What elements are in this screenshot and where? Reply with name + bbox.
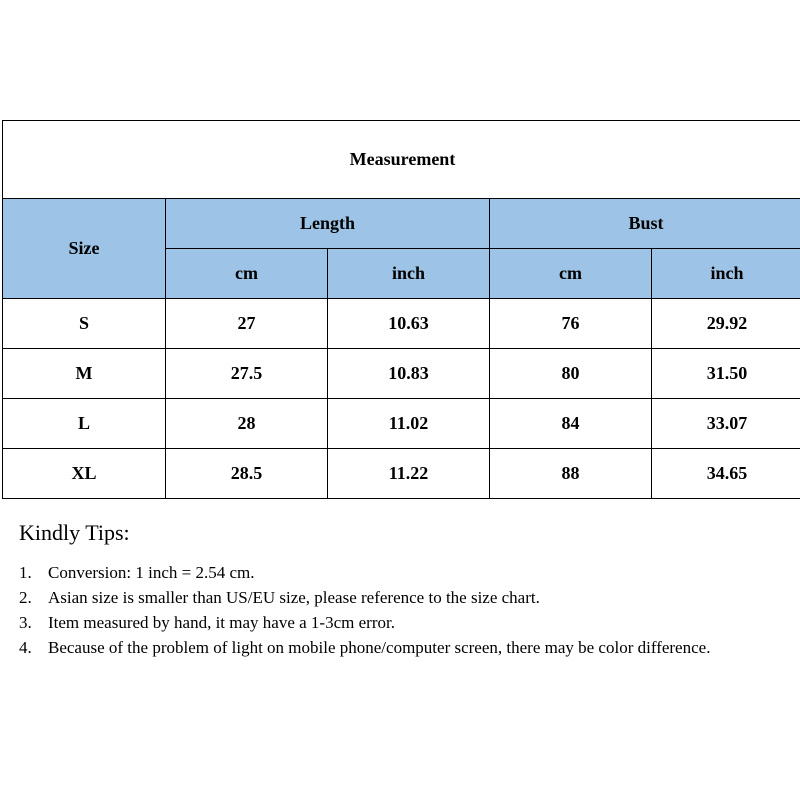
tip-number: 1. [19,563,32,582]
tips-list [19,560,799,660]
value-cell: 33.07 [652,399,800,449]
table-row [3,449,800,499]
table-row [3,299,800,349]
value-cell: 29.92 [652,299,800,349]
unit-header: inch [652,249,800,299]
tip-text: Because of the problem of light on mobile phone/computer screen, there may be color difference. [48,638,711,657]
tip-item [19,585,738,610]
size-cell: L [3,399,166,449]
size-chart-table [2,120,800,499]
unit-header: cm [490,249,652,299]
kindly-tips [19,520,799,660]
value-cell: 10.63 [328,299,490,349]
value-cell: 76 [490,299,652,349]
group-header-row [3,199,800,249]
tip-text: Asian size is smaller than US/EU size, please reference to the size chart. [48,588,540,607]
unit-header: inch [328,249,490,299]
length-header: Length [166,199,490,249]
value-cell: 11.22 [328,449,490,499]
tips-title: Kindly Tips: [19,520,130,545]
value-cell: 11.02 [328,399,490,449]
value-cell: 28.5 [166,449,328,499]
value-cell: 27.5 [166,349,328,399]
value-cell: 88 [490,449,652,499]
value-cell: 80 [490,349,652,399]
table-row [3,399,800,449]
tip-number: 3. [19,613,32,632]
tip-text: Item measured by hand, it may have a 1-3cm error. [48,613,395,632]
tip-text: Conversion: 1 inch = 2.54 cm. [48,563,255,582]
size-cell: S [3,299,166,349]
tip-item [19,610,738,635]
tip-item [19,635,738,660]
tip-number: 2. [19,588,32,607]
size-cell: M [3,349,166,399]
value-cell: 10.83 [328,349,490,399]
value-cell: 28 [166,399,328,449]
size-cell: XL [3,449,166,499]
size-header: Size [3,199,166,299]
tip-number: 4. [19,638,32,657]
table-title: Measurement [3,121,800,199]
value-cell: 84 [490,399,652,449]
value-cell: 31.50 [652,349,800,399]
table-row [3,349,800,399]
tip-item [19,560,738,585]
value-cell: 27 [166,299,328,349]
value-cell: 34.65 [652,449,800,499]
title-row [3,121,800,199]
bust-header: Bust [490,199,800,249]
unit-header: cm [166,249,328,299]
